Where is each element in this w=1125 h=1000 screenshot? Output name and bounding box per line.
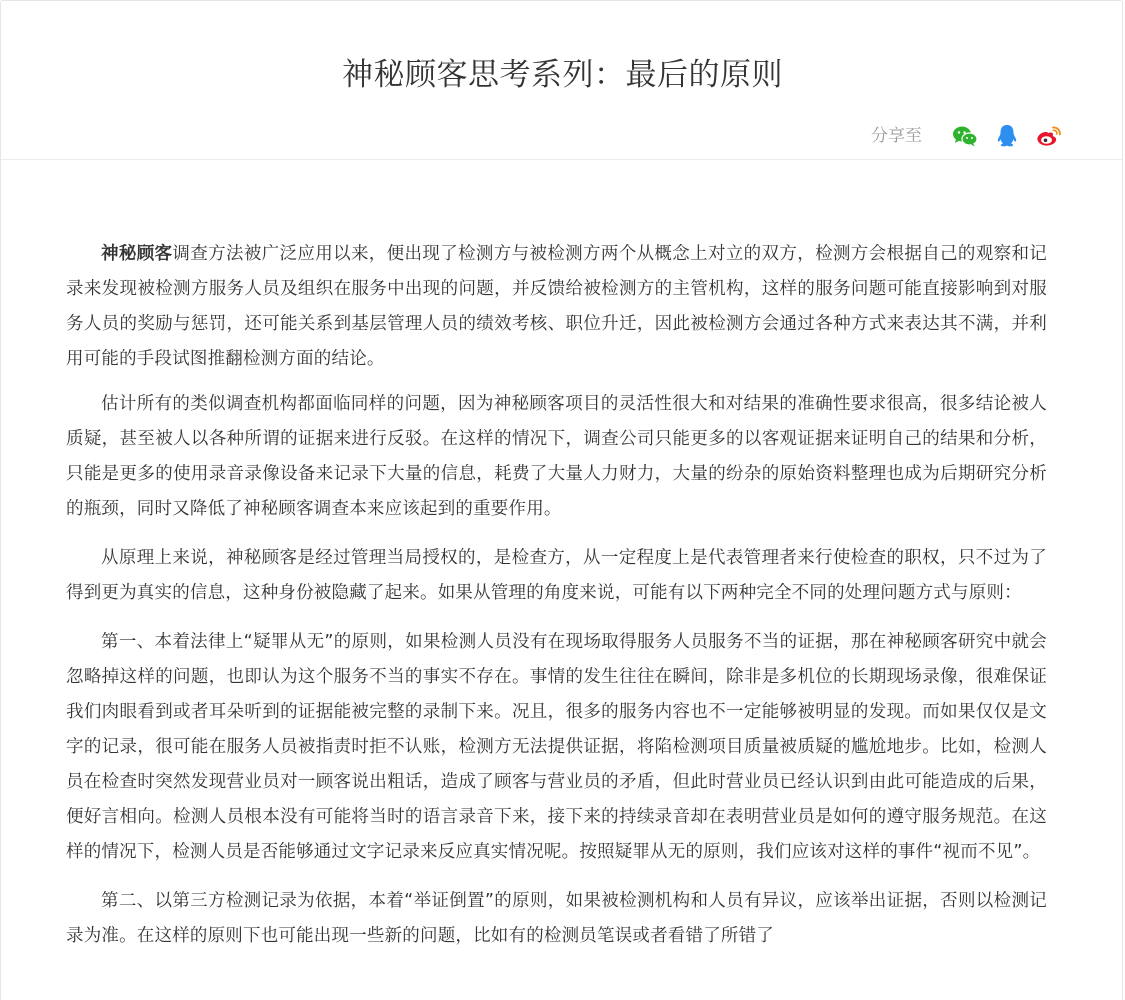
share-wechat-button[interactable]: [952, 123, 978, 149]
wechat-icon: [952, 125, 978, 147]
paragraph-lead-keyword: 神秘顾客: [101, 244, 173, 264]
article-title: 神秘顾客思考系列：最后的原则: [342, 57, 783, 93]
article-header: [1, 1, 1123, 160]
share-label: 分享至: [871, 126, 922, 146]
paragraph: 第二、以第三方检测记录为依据，本着“举证倒置”的原则，如果被检测机构和人员有异议，应该举出证据，否则以检测记录为准。在这样的原则下也可能出现一些新的问题，比如有的检测员笔误或者看错了所错了: [66, 891, 1047, 946]
share-qq-button[interactable]: [994, 123, 1020, 149]
share-weibo-button[interactable]: [1036, 123, 1062, 149]
paragraph: 从原理上来说，神秘顾客是经过管理当局授权的，是检查方，从一定程度上是代表管理者来行使检查的职权，只不过为了得到更为真实的信息，这种身份被隐藏了起来。如果从管理的角度来说，可能有以下两种完全不同的处理问题方式与原则：: [66, 548, 1047, 603]
paragraph-text: 调查方法被广泛应用以来，便出现了检测方与被检测方两个从概念上对立的双方，检测方会根据自己的观察和记录来发现被检测方服务人员及组织在服务中出现的问题，并反馈给被检测方的主管机构，这样的服务问题可能直接影响到对服务人员的奖励与惩罚，还可能关系到基层管理人员的绩效考核、职位升迁，因此被检测方会通过各种方式来表达其不满，并利用可能的手段试图推翻检测方面的结论。: [66, 244, 1048, 369]
paragraph: 第一、本着法律上“疑罪从无”的原则，如果检测人员没有在现场取得服务人员服务不当的证据，那在神秘顾客研究中就会忽略掉这样的问题，也即认为这个服务不当的事实不存在。事情的发生往往在瞬间，除非是多机位的长期现场录像，很难保证我们肉眼看到或者耳朵听到的证据能被完整的录制下来。况且，很多的服务内容也不一定能够被明显的发现。而如果仅仅是文字的记录，很可能在服务人员被指责时拒不认账，检测方无法提供证据，将陷检测项目质量被质疑的尴尬地步。比如，检测人员在检查时突然发现营业员对一顾客说出粗话，造成了顾客与营业员的矛盾，但此时营业员已经认识到由此可能造成的后果，便好言相向。检测人员根本没有可能将当时的语言录音下来，接下来的持续录音却在表明营业员是如何的遵守服务规范。在这样的情况下，检测人员是否能够通过文字记录来反应真实情况呢。按照疑罪从无的原则，我们应该对这样的事件“视而不见”。: [66, 632, 1047, 862]
paragraph: [66, 237, 1047, 377]
article-body: [66, 237, 1047, 968]
weibo-icon: [1036, 125, 1062, 147]
qq-icon: [996, 124, 1018, 148]
share-bar: [871, 122, 1062, 150]
paragraph: 估计所有的类似调查机构都面临同样的问题，因为神秘顾客项目的灵活性很大和对结果的准确性要求很高，很多结论被人质疑，甚至被人以各种所谓的证据来进行反驳。在这样的情况下，调查公司只能更多的以客观证据来证明自己的结果和分析，只能是更多的使用录音录像设备来记录下大量的信息，耗费了大量人力财力，大量的纷杂的原始资料整理也成为后期研究分析的瓶颈，同时又降低了神秘顾客调查本来应该起到的重要作用。: [66, 394, 1047, 519]
